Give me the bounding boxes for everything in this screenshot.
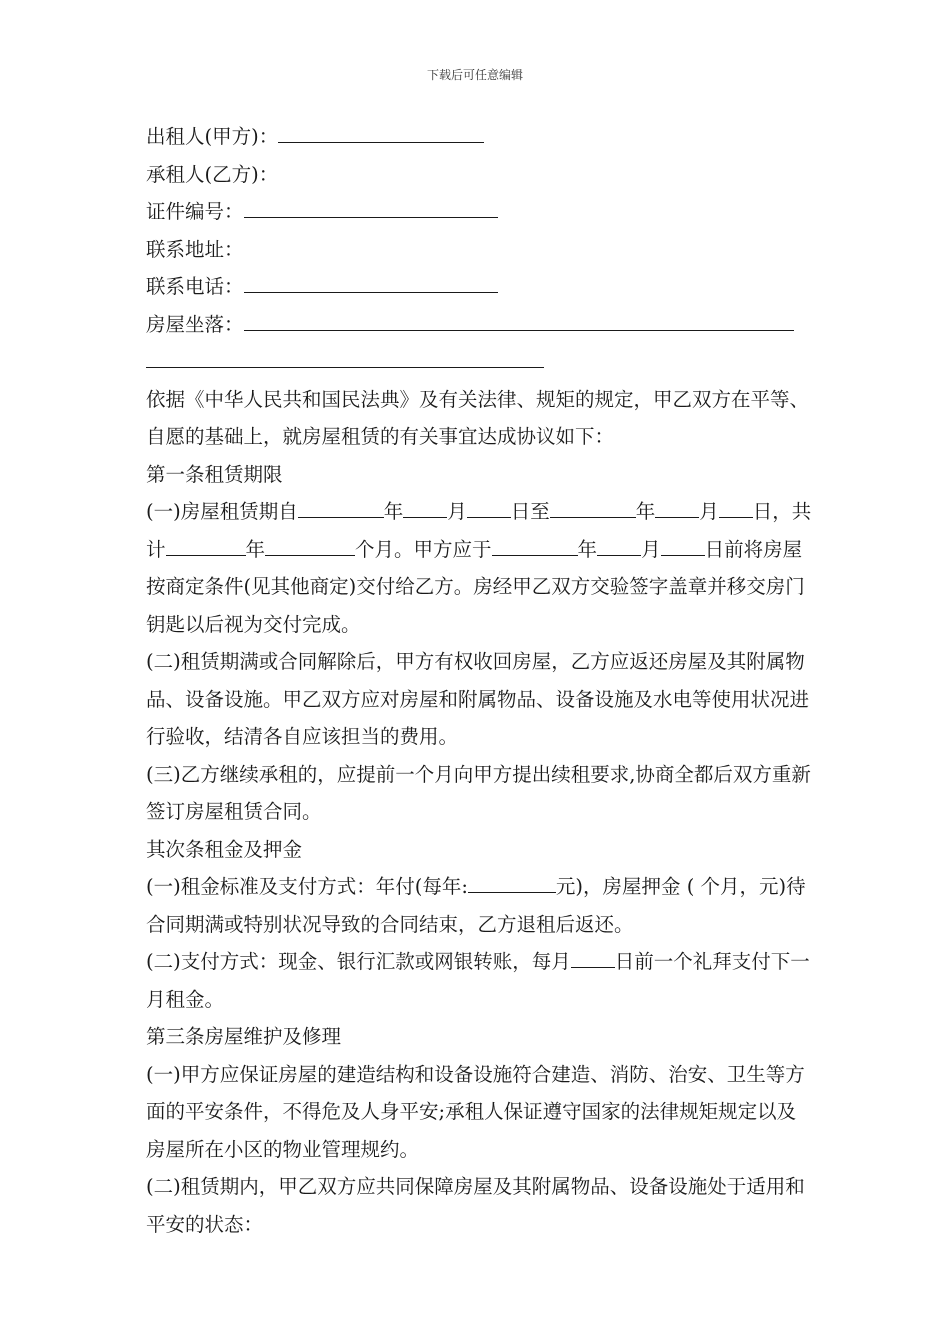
delivery-day-blank[interactable] — [661, 535, 705, 556]
article-3-clause-1: (一)甲方应保证房屋的建造结构和设备设施符合建造、消防、治安、卫生等方面的平安条件，不得危及人身平安;承租人保证遵守国家的法律规矩规定以及房屋所在小区的物业管理规约。 — [146, 1062, 805, 1161]
lessee-label: 承租人(乙方)： — [146, 162, 279, 186]
lessor-label: 出租人(甲方)： — [146, 125, 279, 148]
id-blank[interactable] — [244, 197, 498, 218]
location-label: 房屋坐落： — [146, 312, 244, 336]
contract-body — [146, 118, 814, 1243]
article-1-title: 第一条租赁期限 — [146, 462, 283, 486]
start-month-blank[interactable] — [403, 497, 447, 518]
article-1-clause-1: (一)房屋租赁期自 年 月 日至 年 月 日，共计 年 个月。甲方应于 年 月 日前将房屋按商定条件(见其他商定)交付给乙方。房经甲乙双方交验签字盖章并移交房门钥匙以后视为交付完成。 — [146, 493, 814, 643]
start-day-blank[interactable] — [467, 497, 511, 518]
end-year-blank[interactable] — [550, 497, 636, 518]
total-month-blank[interactable] — [265, 535, 355, 556]
lessor-blank[interactable] — [278, 122, 484, 143]
id-label: 证件编号： — [146, 200, 244, 223]
address-line — [146, 231, 814, 269]
lessor-line — [146, 118, 814, 156]
phone-label: 联系电话： — [146, 275, 244, 298]
location-line — [146, 306, 814, 344]
start-year-blank[interactable] — [298, 497, 384, 518]
annual-rent-blank[interactable] — [468, 872, 556, 893]
location-blank-2[interactable] — [146, 347, 544, 368]
delivery-month-blank[interactable] — [597, 535, 641, 556]
payment-day-blank[interactable] — [571, 947, 615, 968]
article-2-title: 其次条租金及押金 — [146, 837, 303, 861]
address-label: 联系地址： — [146, 237, 244, 261]
delivery-year-blank[interactable] — [492, 535, 578, 556]
intro-paragraph: 依据《中华人民共和国民法典》及有关法律、规矩的规定，甲乙双方在平等、自愿的基础上，就房屋租赁的有关事宜达成协议如下： — [146, 387, 810, 448]
end-month-blank[interactable] — [655, 497, 699, 518]
article-3-title: 第三条房屋维护及修理 — [146, 1025, 342, 1048]
location-line-2 — [146, 343, 814, 381]
end-day-blank[interactable] — [719, 497, 753, 518]
location-blank[interactable] — [244, 310, 794, 331]
total-year-blank[interactable] — [166, 535, 246, 556]
header-note: 下载后可任意编辑 — [426, 68, 523, 82]
lessee-line — [146, 156, 814, 194]
phone-line — [146, 268, 814, 306]
phone-blank[interactable] — [244, 272, 498, 293]
article-2-clause-1: (一)租金标准及支付方式：年付(每年: 元)，房屋押金 ( 个月，元)待合同期满或特别状况导致的合同结束，乙方退租后返还。 — [146, 868, 814, 943]
id-line — [146, 193, 814, 231]
article-2-clause-2: (二)支付方式：现金、银行汇款或网银转账，每月 日前一个礼拜支付下一月租金。 — [146, 943, 814, 1018]
article-1-clause-3: (三)乙方继续承租的，应提前一个月向甲方提出续租要求,协商全都后双方重新签订房屋租赁合同。 — [146, 762, 811, 823]
article-3-clause-2: (二)租赁期内，甲乙双方应共同保障房屋及其附属物品、设备设施处于适用和平安的状态： — [146, 1175, 805, 1236]
article-1-clause-2: (二)租赁期满或合同解除后，甲方有权收回房屋，乙方应返还房屋及其附属物品、设备设施。甲乙双方应对房屋和附属物品、设备设施及水电等使用状况进行验收，结清各自应该担当的费用。 — [146, 650, 810, 748]
